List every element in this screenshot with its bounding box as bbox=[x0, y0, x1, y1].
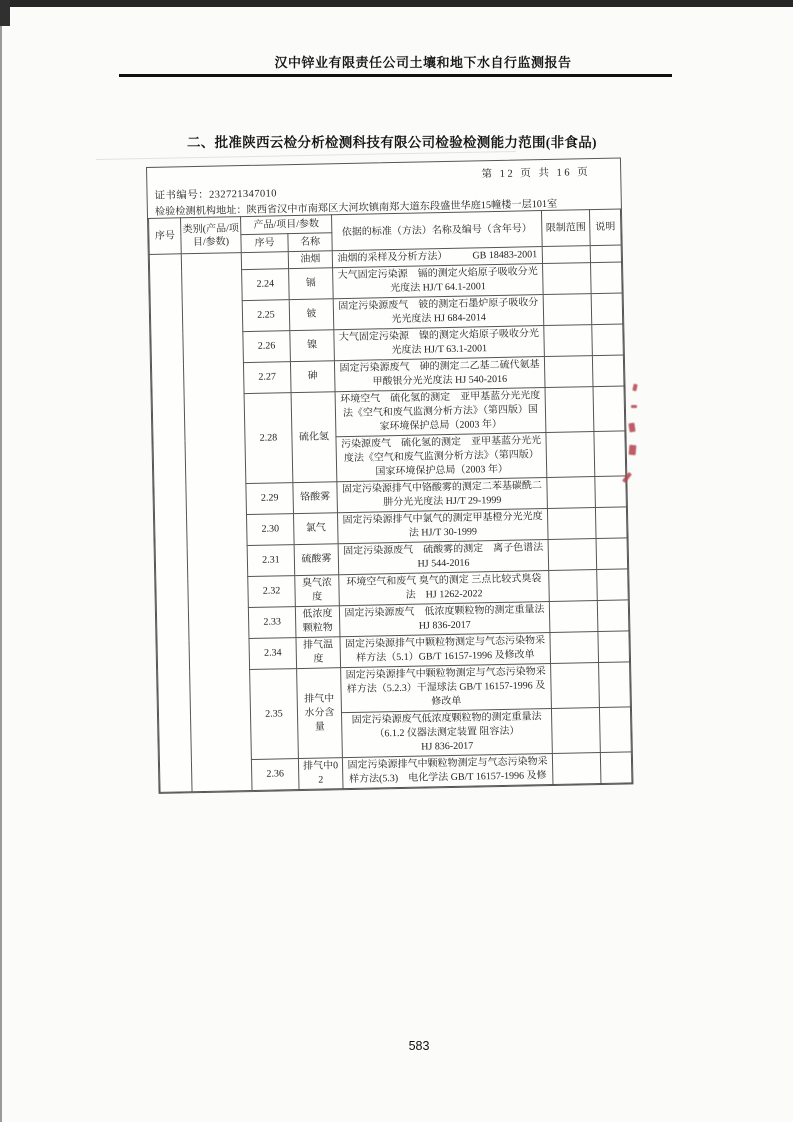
header-sub-name: 名称 bbox=[288, 233, 332, 252]
cell-standard: 油烟的采样及分析方法） GB 18483-2001 bbox=[332, 247, 542, 268]
header-product-group: 产品/项目/参数 bbox=[241, 215, 332, 235]
cell-limit bbox=[542, 246, 590, 264]
cell-note bbox=[592, 355, 624, 387]
cell-item-name: 臭气浓度 bbox=[295, 575, 340, 607]
cell-item-seq: 2.33 bbox=[248, 607, 296, 639]
scan-edge-artifact-left bbox=[0, 0, 2, 1122]
cell-item-name: 铍 bbox=[289, 299, 334, 331]
cell-item-seq: 2.34 bbox=[249, 638, 297, 670]
page-number: 583 bbox=[408, 1039, 430, 1053]
cell-note bbox=[600, 752, 632, 784]
cell-standard: 固定污染源废气低浓度颗粒物的测定重量法 （6.1.2 仪器法测定装置 阻容法） HJ 836-2017 bbox=[341, 708, 552, 757]
cell-limit bbox=[544, 356, 593, 388]
cell-standard: 固定污染源排气中颗粒物测定与气态污染物采样方法(5.3) 电化学法 GB/T 16157-1996 及修 bbox=[342, 753, 553, 788]
cell-item-seq: 2.35 bbox=[250, 669, 299, 760]
cell-item-seq: 2.36 bbox=[251, 759, 299, 791]
cell-standard: 固定污染源废气 砷的测定二乙基二硫代氨基甲酸银分光光度法 HJ 540-2016 bbox=[334, 357, 545, 392]
cell-standard: 污染源废气 硫化氢的测定 亚甲基蓝分光光度法《空气和废气监测分析方法》（第四版）国家环境保护总局（2003 年） bbox=[336, 433, 547, 482]
capability-table bbox=[148, 208, 632, 792]
cell-item-seq: 2.24 bbox=[242, 269, 290, 301]
cell-item-seq: 2.27 bbox=[243, 362, 291, 394]
certificate-header bbox=[147, 158, 621, 217]
cell-limit bbox=[547, 477, 596, 509]
cell-note bbox=[596, 538, 628, 570]
cell-note bbox=[592, 324, 624, 356]
cell-limit bbox=[544, 325, 593, 357]
cell-note bbox=[591, 293, 623, 325]
header-category: 类别(产品/项目/参数) bbox=[181, 217, 242, 254]
cell-standard: 固定污染源排气中氯气的测定甲基橙分光光度法 HJ/T 30-1999 bbox=[337, 509, 548, 544]
cell-standard: 环境空气 硫化氢的测定 亚甲基蓝分光光度法《空气和废气监测分析方法》（第四版）国家环境保护总局（2003 年） bbox=[335, 388, 546, 437]
header-sub-seq: 序号 bbox=[241, 234, 288, 253]
cell-note bbox=[597, 569, 629, 601]
header-seq: 序号 bbox=[149, 218, 182, 255]
cell-item-name: 镉 bbox=[289, 268, 334, 300]
red-seal-artifact bbox=[624, 384, 644, 484]
cell-standard: 环境空气和废气 臭气的测定 三点比较式臭袋法 HJ 1262-2022 bbox=[339, 570, 550, 605]
header-note: 说明 bbox=[589, 209, 621, 246]
header-divider bbox=[119, 74, 672, 77]
cell-standard: 固定污染源废气 硫酸雾的测定 离子色谱法 HJ 544-2016 bbox=[338, 540, 549, 575]
cell-standard: 固定污染源废气 铍的测定石墨炉原子吸收分光光度法 HJ 684-2014 bbox=[333, 295, 544, 330]
scan-paper-edge bbox=[96, 151, 516, 160]
cell-item-seq: 2.25 bbox=[242, 300, 290, 332]
cell-limit bbox=[543, 294, 592, 326]
cell-item-name: 油烟 bbox=[288, 251, 332, 269]
cell-note bbox=[594, 431, 626, 477]
cell-standard: 固定污染源排气中颗粒物测定与气态污染物采样方法（5.1）GB/T 16157-1996 及修改单 bbox=[340, 632, 551, 667]
cell-standard: 固定污染源排气中铬酸雾的测定二苯基碳酰二肼分光光度法 HJ/T 29-1999 bbox=[337, 478, 548, 513]
cell-item-seq: 2.30 bbox=[246, 514, 294, 546]
cert-address: 检验检测机构地址：陕西省汉中市南郑区大河坎镇南郑大道东段盛世华庭15幢楼一层101室 bbox=[154, 198, 558, 218]
cell-limit bbox=[548, 539, 597, 571]
cell-item-name: 氯气 bbox=[293, 513, 338, 545]
cell-standard: 大气固定污染源 镉的测定火焰原子吸收分光光度法 HJ/T 64.1-2001 bbox=[333, 264, 544, 299]
capability-table-body bbox=[149, 245, 632, 792]
cell-limit bbox=[551, 708, 600, 754]
cell-item-name: 砷 bbox=[290, 361, 335, 393]
cell-limit bbox=[551, 663, 600, 709]
cell-limit bbox=[550, 632, 599, 664]
cell-item-seq: 2.32 bbox=[248, 576, 296, 608]
cell-item-name: 硫酸雾 bbox=[294, 544, 339, 576]
cell-note bbox=[598, 631, 630, 663]
scan-edge-artifact-top bbox=[0, 0, 793, 7]
cert-page-indicator: 第 12 页 共 16 页 bbox=[481, 167, 591, 181]
cell-limit bbox=[552, 752, 601, 784]
cell-item-name: 镍 bbox=[290, 330, 335, 362]
cell-note bbox=[591, 262, 623, 294]
cell-item-name: 低浓度颗粒物 bbox=[295, 606, 340, 638]
cell-item-name: 排气中02 bbox=[298, 758, 343, 790]
cell-item-seq: 2.31 bbox=[247, 545, 295, 577]
cell-note bbox=[597, 600, 629, 632]
cell-limit bbox=[543, 263, 592, 295]
cell-note bbox=[599, 707, 631, 753]
cell-limit bbox=[545, 387, 594, 433]
cell-item-name: 排气温度 bbox=[296, 637, 341, 669]
certificate-scan bbox=[146, 157, 633, 793]
cell-standard: 固定污染源废气 低浓度颗粒物的测定重量法 HJ 836-2017 bbox=[339, 601, 550, 636]
cell-limit bbox=[549, 601, 598, 633]
cell-item-name: 铬酸雾 bbox=[293, 482, 338, 514]
cell-standard: 固定污染源排气中颗粒物测定与气态污染物采样方法（5.2.3）干湿球法 GB/T 16157-1996 及修改单 bbox=[341, 663, 552, 712]
cell-limit bbox=[549, 570, 598, 602]
header-standard: 依据的标准（方法）名称及编号（含年号） bbox=[331, 211, 542, 251]
report-header-title: 汉中锌业有限责任公司土壤和地下水自行监测报告 bbox=[274, 55, 572, 70]
cell-item-name: 排气中水分含量 bbox=[297, 668, 343, 759]
cell-item-seq: 2.29 bbox=[246, 483, 294, 515]
cell-standard: 大气固定污染源 镍的测定火焰原子吸收分光光度法 HJ/T 63.1-2001 bbox=[334, 326, 545, 361]
cell-limit bbox=[546, 432, 595, 478]
section-title: 二、批准陕西云检分析检测科技有限公司检验检测能力范围(非食品) bbox=[187, 135, 597, 150]
header-limit: 限制范围 bbox=[541, 210, 590, 247]
cell-note bbox=[590, 245, 621, 263]
cert-number: 证书编号：232721347010 bbox=[154, 188, 277, 202]
cell-item-name: 硫化氢 bbox=[291, 392, 337, 483]
cell-category-empty bbox=[181, 253, 252, 792]
cell-item-seq bbox=[241, 252, 288, 270]
cell-limit bbox=[547, 508, 596, 540]
scan-edge-artifact-corner bbox=[0, 0, 10, 26]
cell-note bbox=[593, 386, 625, 432]
cell-note bbox=[599, 662, 631, 708]
cell-note bbox=[595, 507, 627, 539]
cell-item-seq: 2.26 bbox=[243, 331, 291, 363]
cell-item-seq: 2.28 bbox=[244, 393, 293, 484]
